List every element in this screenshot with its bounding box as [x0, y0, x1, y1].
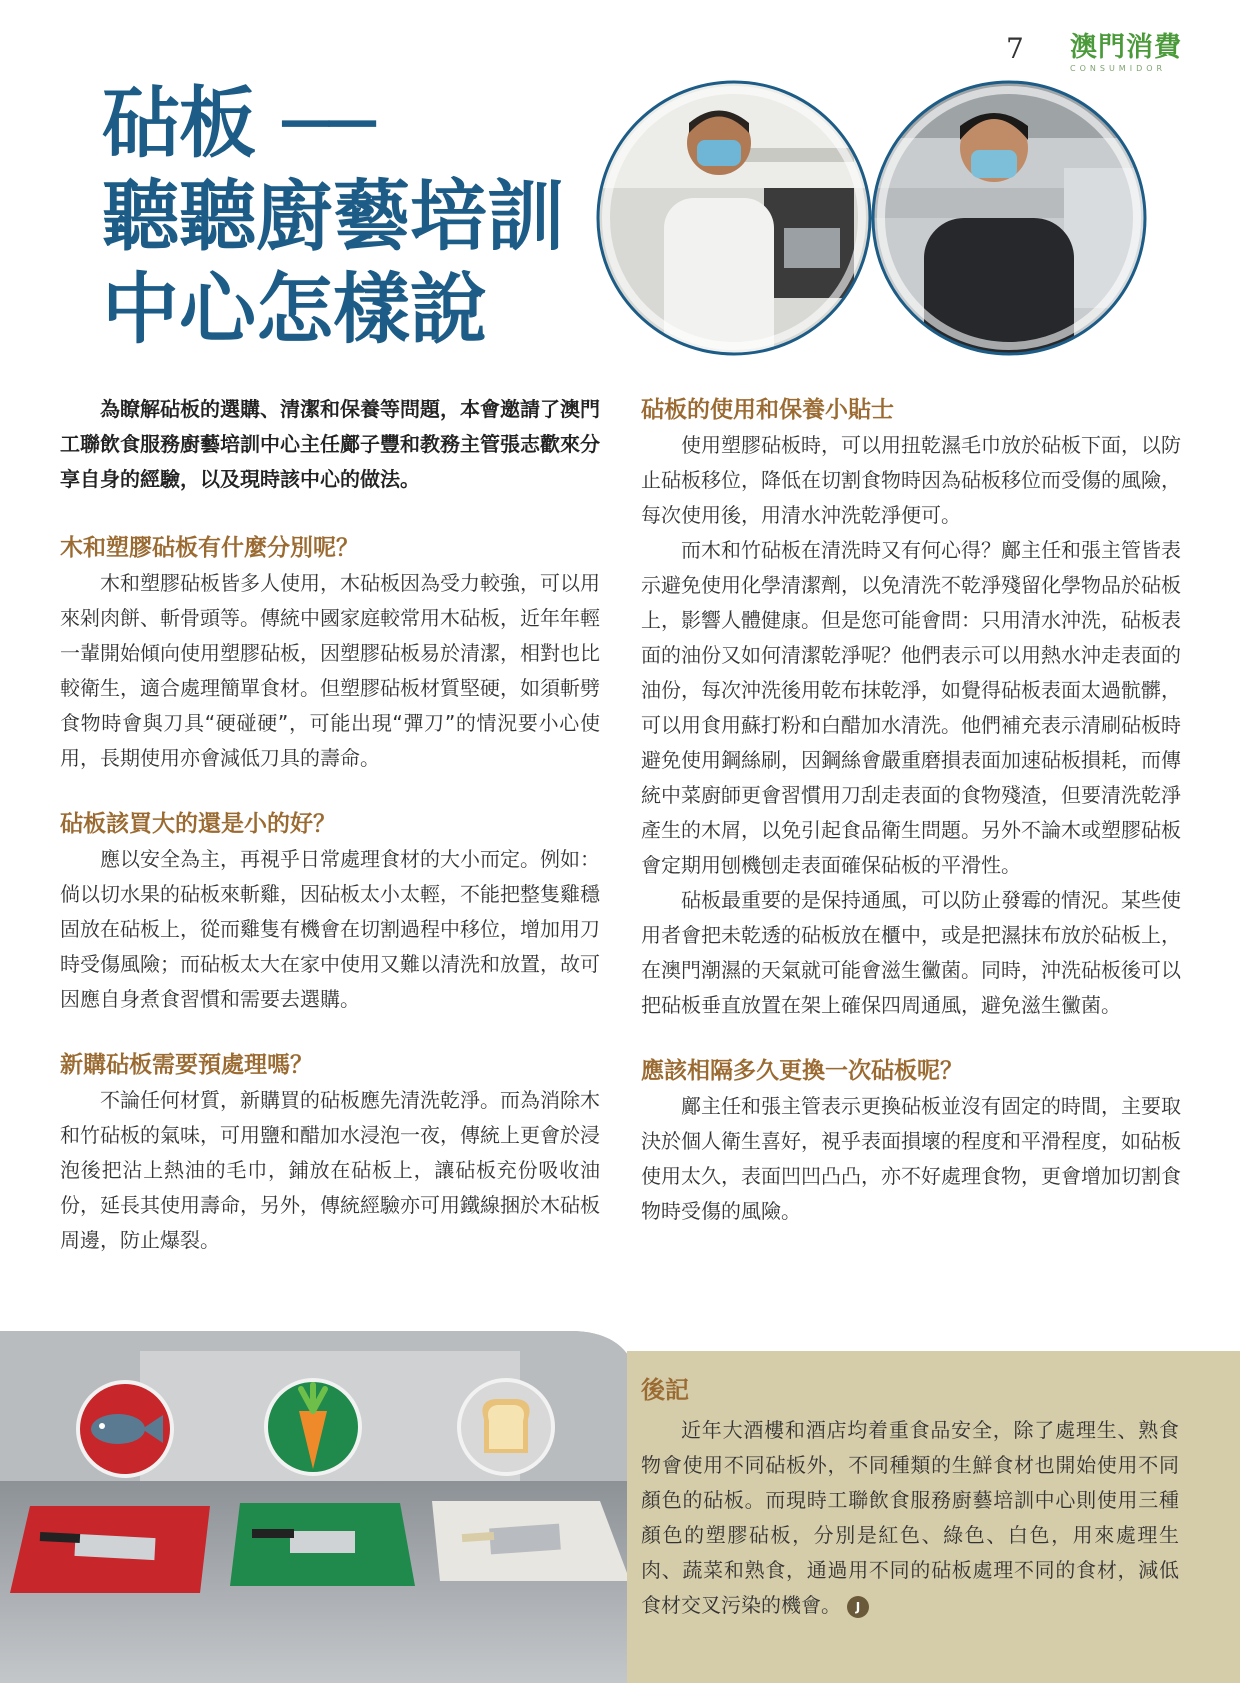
- section-heading: 砧板的使用和保養小貼士: [641, 397, 894, 423]
- brand-logo: [1070, 34, 1190, 73]
- fish-icon: [78, 1382, 172, 1476]
- lead-text: 為瞭解砧板的選購、清潔和保養等問題，本會邀請了澳門工聯飲食服務廚藝培訓中心主任鄺子豐和教務主管張志歡來分享自身的經驗，以及現時該中心的做法。: [60, 397, 600, 491]
- brand-subtitle: CONSUMIDOR: [1070, 64, 1167, 73]
- carrot-icon: [266, 1380, 360, 1474]
- afterword-text: 近年大酒樓和酒店均着重食品安全，除了處理生、熟食物會使用不同砧板外，不同種類的生鮮食材也開始使用不同顏色的砧板。而現時工聯飲食服務廚藝培訓中心則使用三種顏色的塑膠砧板，分別是紅色、綠色、白色，用來處理生肉、蔬菜和熟食，通過用不同的砧板處理不同的食材，減低食材交叉污染的機會。: [641, 1418, 1179, 1617]
- left-column: [60, 530, 600, 1258]
- section-paragraph: 使用塑膠砧板時，可以用扭乾濕毛巾放於砧板下面，以防止砧板移位，降低在切割食物時因為砧板移位而受傷的風險，每次使用後，用清水沖洗乾淨便可。: [641, 433, 1181, 527]
- white-board-cleaver: [489, 1524, 561, 1555]
- cutting-boards-photo: [0, 1331, 640, 1683]
- page-number: 7: [1006, 32, 1024, 65]
- section-body: 應以安全為主，再視乎日常處理食材的大小而定。例如：倘以切水果的砧板來斬雞，因砧板太小太輕，不能把整隻雞穩固放在砧板上，從而雞隻有機會在切割過程中移位，增加用刀時受傷風險；而砧板太大在家中使用又難以清洗和放置，故可因應自身煮食習慣和需要去選購。: [60, 847, 600, 1011]
- section-heading: 新購砧板需要預處理嗎？: [60, 1052, 313, 1078]
- afterword-heading: 後記: [641, 1376, 689, 1404]
- end-mark-icon: J: [847, 1596, 869, 1618]
- afterword-box: [627, 1351, 1240, 1683]
- right-column: [641, 392, 1181, 1229]
- section-heading: 木和塑膠砧板有什麼分別呢？: [60, 535, 359, 561]
- section-body: 木和塑膠砧板皆多人使用，木砧板因為受力較強，可以用來剁肉餅、斬骨頭等。傳統中國家庭較常用木砧板，近年年輕一輩開始傾向使用塑膠砧板，因塑膠砧板易於清潔，相對也比較衛生，適合處理簡單食材。但塑膠砧板材質堅硬，如須斬劈食物時會與刀具“硬碰硬”，可能出現“彈刀”的情況要小心使用，長期使用亦會減低刀具的壽命。: [60, 571, 600, 770]
- afterword-content: [641, 1373, 1179, 1623]
- bread-icon: [459, 1380, 553, 1474]
- title-line-2: 聽聽廚藝培訓: [102, 173, 564, 262]
- section-heading: 砧板該買大的還是小的好？: [60, 811, 336, 837]
- manager-photo: [864, 78, 1154, 368]
- section-paragraph: 砧板最重要的是保持通風，可以防止發霉的情況。某些使用者會把未乾透的砧板放在櫃中，或是把濕抹布放於砧板上，在澳門潮濕的天氣就可能會滋生黴菌。同時，沖洗砧板後可以把砧板垂直放置在架上確保四周通風，避免滋生黴菌。: [641, 888, 1181, 1017]
- section-body: 不論任何材質，新購買的砧板應先清洗乾淨。而為消除木和竹砧板的氣味，可用鹽和醋加水浸泡一夜，傳統上更會於浸泡後把沾上熱油的毛巾，鋪放在砧板上，讓砧板充份吸收油份，延長其使用壽命，另外，傳統經驗亦可用鐵線捆於木砧板周邊，防止爆裂。: [60, 1088, 600, 1252]
- afterword-paragraph: [641, 1413, 1179, 1623]
- green-board-cleaver: [290, 1531, 355, 1553]
- section-body: 鄺主任和張主管表示更換砧板並沒有固定的時間，主要取決於個人衛生喜好，視乎表面損壞的程度和平滑程度，如砧板使用太久，表面凹凹凸凸，亦不好處理食物，更會增加切割食物時受傷的風險。: [641, 1094, 1181, 1223]
- title-line-3: 中心怎樣說: [102, 266, 487, 355]
- article-title: [102, 78, 622, 357]
- lead-paragraph: [60, 392, 600, 497]
- title-line-1: 砧板 ──: [102, 80, 376, 169]
- brand-name: 澳門消費: [1070, 32, 1182, 63]
- section-paragraph: 而木和竹砧板在清洗時又有何心得？鄺主任和張主管皆表示避免使用化學清潔劑，以免清洗不乾淨殘留化學物品於砧板上，影響人體健康。但是您可能會問：只用清水沖洗，砧板表面的油份又如何清潔乾淨呢？他們表示可以用熱水沖走表面的油份，每次沖洗後用乾布抹乾淨，如覺得砧板表面太過骯髒，可以用食用蘇打粉和白醋加水清洗。他們補充表示清刷砧板時避免使用鋼絲刷，因鋼絲會嚴重磨損表面加速砧板損耗，而傳統中菜廚師更會習慣用刀刮走表面的食物殘渣，但要清洗乾淨產生的木屑，以免引起食品衛生問題。另外不論木或塑膠砧板會定期用刨機刨走表面確保砧板的平滑性。: [641, 538, 1181, 877]
- red-board-cleaver: [74, 1534, 155, 1560]
- section-heading: 應該相隔多久更換一次砧板呢？: [641, 1058, 963, 1084]
- interview-photos: [594, 78, 1154, 368]
